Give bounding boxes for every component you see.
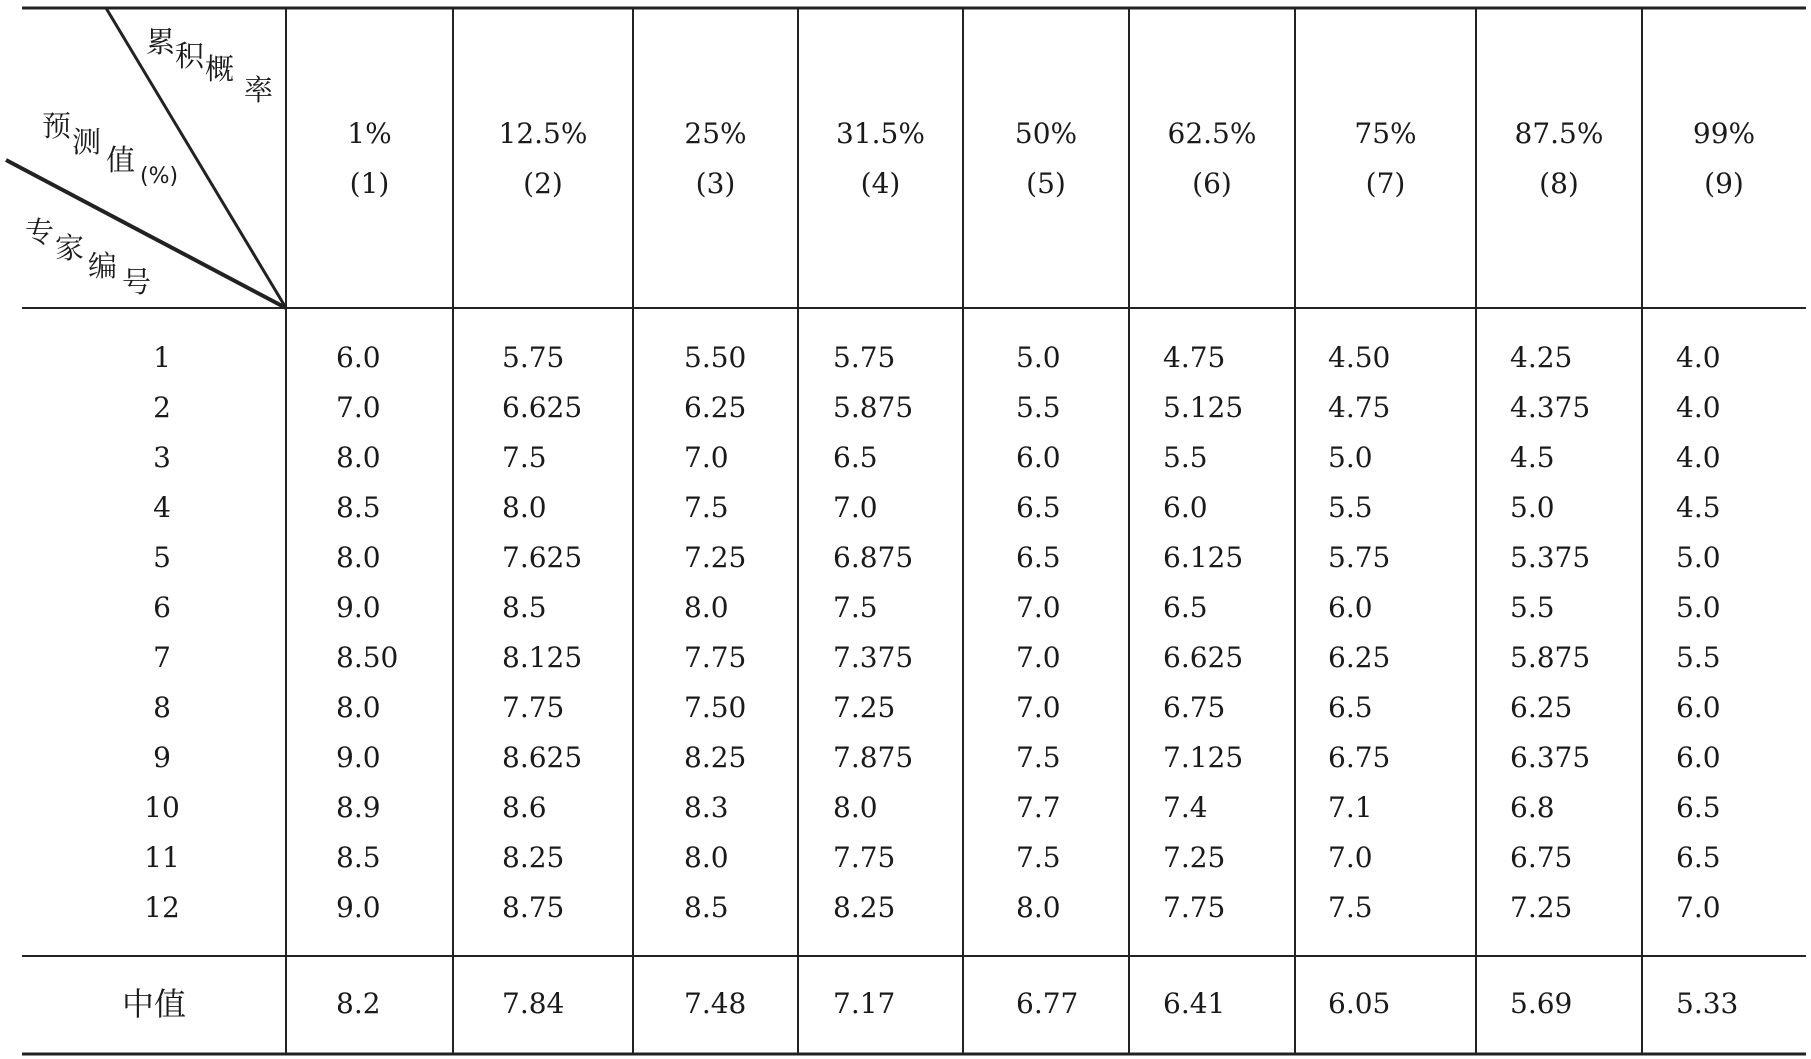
table-cell: 4.375 <box>1510 391 1591 424</box>
table-cell: 7.5 <box>1016 841 1061 874</box>
table-cell: 7.0 <box>1328 841 1373 874</box>
table-cell: 7.75 <box>684 641 747 674</box>
table-cell: 5.75 <box>1328 541 1391 574</box>
column-header-index: (6) <box>1192 167 1232 200</box>
table-cell: 4.75 <box>1328 391 1391 424</box>
expert-number: 7 <box>153 641 171 674</box>
table-cell: 5.0 <box>1510 491 1555 524</box>
table-cell: 6.0 <box>1016 441 1061 474</box>
table-cell: 4.0 <box>1676 391 1721 424</box>
expert-number: 6 <box>153 591 171 624</box>
table-cell: 6.875 <box>833 541 914 574</box>
table-cell: 9.0 <box>336 891 381 924</box>
column-header-index: (1) <box>349 167 390 200</box>
column-header-probability: 99% <box>1692 117 1756 150</box>
table-cell: 5.0 <box>1676 591 1721 624</box>
table-cell: 5.875 <box>1510 641 1591 674</box>
table-cell: 7.50 <box>684 691 747 724</box>
table-cell: 4.5 <box>1510 441 1555 474</box>
table-cell: 8.0 <box>1016 891 1061 924</box>
table-cell: 7.5 <box>684 491 729 524</box>
table-cell: 7.375 <box>833 641 914 674</box>
table-cell: 9.0 <box>336 591 381 624</box>
table-cell: 6.25 <box>1510 691 1573 724</box>
table-cell: 4.0 <box>1676 441 1721 474</box>
table-cell: 6.0 <box>1163 491 1208 524</box>
table-cell: 7.625 <box>502 541 583 574</box>
column-header-index: (2) <box>523 167 563 200</box>
table-cell: 8.125 <box>502 641 583 674</box>
table-cell: 7.0 <box>1676 891 1721 924</box>
table-cell: 7.5 <box>833 591 878 624</box>
table-cell: 8.5 <box>502 591 547 624</box>
table-cell: 6.75 <box>1328 741 1391 774</box>
table-cell: 5.75 <box>502 341 565 374</box>
column-header-probability: 25% <box>684 117 747 150</box>
median-value: 5.69 <box>1510 987 1573 1020</box>
table-cell: 7.75 <box>833 841 896 874</box>
expert-number: 8 <box>153 691 171 724</box>
table-cell: 8.75 <box>502 891 565 924</box>
table-cell: 8.0 <box>336 541 381 574</box>
table-cell: 7.0 <box>336 391 381 424</box>
median-value: 7.17 <box>833 987 896 1020</box>
table-cell: 8.9 <box>336 791 381 824</box>
table-cell: 6.0 <box>1676 691 1721 724</box>
table-cell: 7.75 <box>502 691 565 724</box>
table-cell: 8.0 <box>502 491 547 524</box>
expert-number: 1 <box>153 341 171 374</box>
table-cell: 7.4 <box>1163 791 1208 824</box>
table-cell: 7.875 <box>833 741 914 774</box>
column-header-probability: 1% <box>347 117 392 150</box>
column-header-index: (4) <box>860 167 901 200</box>
table-cell: 7.25 <box>1510 891 1573 924</box>
table-cell: 7.7 <box>1016 791 1061 824</box>
table-cell: 7.0 <box>833 491 878 524</box>
table-cell: 6.125 <box>1163 541 1244 574</box>
table-cell: 8.0 <box>684 591 729 624</box>
table-cell: 5.0 <box>1016 341 1061 374</box>
table-cell: 4.5 <box>1676 491 1721 524</box>
expert-number: 5 <box>153 541 171 574</box>
table-cell: 8.25 <box>684 741 747 774</box>
table-cell: 4.75 <box>1163 341 1226 374</box>
table-cell: 7.25 <box>1163 841 1226 874</box>
table-cell: 4.0 <box>1676 341 1721 374</box>
column-header-probability: 62.5% <box>1167 117 1257 150</box>
table-cell: 6.25 <box>1328 641 1391 674</box>
column-header-index: (8) <box>1539 167 1579 200</box>
expert-number: 3 <box>153 441 171 474</box>
median-value: 7.84 <box>502 987 565 1020</box>
table-cell: 4.50 <box>1328 341 1391 374</box>
table-cell: 6.625 <box>1163 641 1244 674</box>
table-cell: 6.5 <box>1016 491 1061 524</box>
median-value: 5.33 <box>1676 987 1739 1020</box>
table-cell: 8.0 <box>336 691 381 724</box>
table-cell: 8.625 <box>502 741 583 774</box>
table-cell: 6.5 <box>1016 541 1061 574</box>
table-cell: 7.0 <box>684 441 729 474</box>
table-cell: 6.5 <box>833 441 878 474</box>
column-header-probability: 12.5% <box>498 117 588 150</box>
table-cell: 5.5 <box>1676 641 1721 674</box>
column-header-index: (3) <box>695 167 736 200</box>
table-cell: 5.125 <box>1163 391 1244 424</box>
median-value: 6.05 <box>1328 987 1391 1020</box>
table-cell: 8.5 <box>336 841 381 874</box>
table-cell: 7.5 <box>1328 891 1373 924</box>
table-cell: 5.50 <box>684 341 747 374</box>
table-cell: 8.5 <box>684 891 729 924</box>
table-cell: 6.375 <box>1510 741 1591 774</box>
column-header-probability: 75% <box>1354 117 1417 150</box>
table-cell: 8.25 <box>502 841 565 874</box>
table-cell: 8.6 <box>502 791 547 824</box>
table-cell: 7.5 <box>502 441 547 474</box>
expert-number: 9 <box>153 741 171 774</box>
table-cell: 8.0 <box>684 841 729 874</box>
table-cell: 7.0 <box>1016 591 1061 624</box>
table-cell: 6.0 <box>1676 741 1721 774</box>
median-value: 8.2 <box>336 987 381 1020</box>
table-cell: 5.75 <box>833 341 896 374</box>
table-cell: 7.5 <box>1016 741 1061 774</box>
table-cell: 7.0 <box>1016 641 1061 674</box>
table-cell: 5.5 <box>1016 391 1061 424</box>
table-cell: 6.5 <box>1676 841 1721 874</box>
column-header-probability: 31.5% <box>836 117 925 150</box>
table-cell: 7.125 <box>1163 741 1244 774</box>
table-cell: 6.625 <box>502 391 583 424</box>
median-value: 6.77 <box>1016 987 1079 1020</box>
table-cell: 8.3 <box>684 791 729 824</box>
expert-number: 4 <box>153 491 171 524</box>
column-header-index: (5) <box>1026 167 1066 200</box>
table-cell: 5.375 <box>1510 541 1591 574</box>
column-header-probability: 50% <box>1014 117 1078 150</box>
median-value: 7.48 <box>684 987 747 1020</box>
table-cell: 7.25 <box>684 541 747 574</box>
table-cell: 8.25 <box>833 891 896 924</box>
expert-number: 2 <box>153 391 171 424</box>
table-cell: 6.5 <box>1163 591 1208 624</box>
column-separators <box>286 8 1642 1054</box>
table-cell: 9.0 <box>336 741 381 774</box>
column-header-index: (7) <box>1365 167 1406 200</box>
table-cell: 6.5 <box>1328 691 1373 724</box>
table-cell: 5.0 <box>1676 541 1721 574</box>
table-cell: 6.75 <box>1163 691 1226 724</box>
table-cell: 7.1 <box>1328 791 1373 824</box>
expert-number: 10 <box>144 791 180 824</box>
table-cell: 5.0 <box>1328 441 1373 474</box>
table-cell: 6.0 <box>1328 591 1373 624</box>
table-cell: 5.5 <box>1328 491 1373 524</box>
expert-number: 11 <box>144 841 180 874</box>
median-value: 6.41 <box>1163 987 1226 1020</box>
column-header-probability: 87.5% <box>1514 117 1604 150</box>
table-cell: 5.5 <box>1510 591 1555 624</box>
table-cell: 6.5 <box>1676 791 1721 824</box>
table-cell: 7.25 <box>833 691 896 724</box>
table-cell: 6.25 <box>684 391 747 424</box>
table-cell: 6.75 <box>1510 841 1573 874</box>
table-cell: 8.0 <box>833 791 878 824</box>
table-cell: 6.8 <box>1510 791 1555 824</box>
table-cell: 8.0 <box>336 441 381 474</box>
table-cell: 4.25 <box>1510 341 1573 374</box>
table-cell: 8.50 <box>336 641 399 674</box>
table-cell: 8.5 <box>336 491 381 524</box>
table-cell: 7.75 <box>1163 891 1226 924</box>
expert-number: 12 <box>144 891 180 924</box>
median-label: 中值 <box>122 985 187 1023</box>
table-cell: 5.875 <box>833 391 914 424</box>
table-cell: 7.0 <box>1016 691 1061 724</box>
table-cell: 6.0 <box>336 341 381 374</box>
column-header-index: (9) <box>1704 167 1744 200</box>
table-cell: 5.5 <box>1163 441 1208 474</box>
